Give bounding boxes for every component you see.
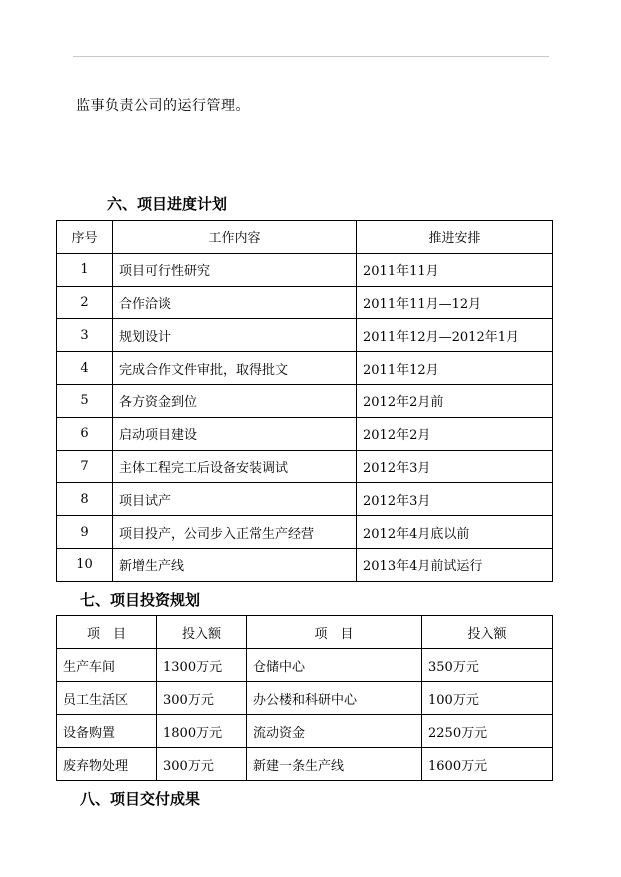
schedule-seq: 6 bbox=[57, 417, 113, 450]
invest-item: 生产车间 bbox=[57, 649, 157, 682]
invest-amount: 1800万元 bbox=[157, 715, 247, 748]
section-6-title: 六、项目进度计划 bbox=[107, 195, 228, 213]
schedule-plan: 2012年3月 bbox=[357, 483, 553, 516]
schedule-seq: 5 bbox=[57, 384, 113, 417]
invest-amount: 350万元 bbox=[422, 649, 553, 682]
invest-amount: 300万元 bbox=[157, 748, 247, 781]
invest-header-amount: 投入额 bbox=[422, 616, 553, 649]
section-8-title: 八、项目交付成果 bbox=[80, 790, 201, 808]
invest-header-amount: 投入额 bbox=[157, 616, 247, 649]
schedule-row bbox=[57, 483, 553, 516]
section-7-title: 七、项目投资规划 bbox=[80, 591, 201, 609]
invest-item: 仓储中心 bbox=[247, 649, 422, 682]
schedule-plan: 2012年2月前 bbox=[357, 384, 553, 417]
invest-header-item: 项 目 bbox=[57, 616, 157, 649]
schedule-row bbox=[57, 253, 553, 286]
schedule-plan: 2011年11月—12月 bbox=[357, 286, 553, 319]
header-rule bbox=[73, 56, 549, 57]
schedule-row bbox=[57, 384, 553, 417]
invest-amount: 2250万元 bbox=[422, 715, 553, 748]
invest-item: 设备购置 bbox=[57, 715, 157, 748]
schedule-header-row bbox=[57, 221, 553, 254]
schedule-seq: 2 bbox=[57, 286, 113, 319]
schedule-seq: 4 bbox=[57, 352, 113, 385]
invest-amount: 100万元 bbox=[422, 682, 553, 715]
schedule-plan: 2011年12月—2012年1月 bbox=[357, 319, 553, 352]
investment-plan-table bbox=[56, 615, 553, 781]
schedule-seq: 9 bbox=[57, 516, 113, 549]
progress-schedule-table bbox=[56, 220, 553, 582]
schedule-plan: 2012年4月底以前 bbox=[357, 516, 553, 549]
schedule-task: 主体工程完工后设备安装调试 bbox=[113, 450, 357, 483]
invest-row bbox=[57, 748, 553, 781]
schedule-task: 完成合作文件审批，取得批文 bbox=[113, 352, 357, 385]
schedule-task: 项目投产，公司步入正常生产经营 bbox=[113, 516, 357, 549]
schedule-seq: 8 bbox=[57, 483, 113, 516]
schedule-row bbox=[57, 516, 553, 549]
intro-paragraph: 监事负责公司的运行管理。 bbox=[76, 98, 250, 114]
schedule-plan: 2011年11月 bbox=[357, 253, 553, 286]
schedule-task: 项目可行性研究 bbox=[113, 253, 357, 286]
schedule-seq: 1 bbox=[57, 253, 113, 286]
schedule-plan: 2012年2月 bbox=[357, 417, 553, 450]
schedule-row bbox=[57, 319, 553, 352]
invest-item: 流动资金 bbox=[247, 715, 422, 748]
invest-header-row bbox=[57, 616, 553, 649]
invest-row bbox=[57, 715, 553, 748]
schedule-seq: 7 bbox=[57, 450, 113, 483]
schedule-task: 项目试产 bbox=[113, 483, 357, 516]
schedule-task: 规划设计 bbox=[113, 319, 357, 352]
schedule-plan: 2011年12月 bbox=[357, 352, 553, 385]
invest-row bbox=[57, 649, 553, 682]
invest-item: 办公楼和科研中心 bbox=[247, 682, 422, 715]
schedule-header-seq: 序号 bbox=[57, 221, 113, 254]
schedule-task: 各方资金到位 bbox=[113, 384, 357, 417]
schedule-seq: 10 bbox=[57, 548, 113, 581]
schedule-row bbox=[57, 352, 553, 385]
schedule-task: 合作洽谈 bbox=[113, 286, 357, 319]
schedule-plan: 2012年3月 bbox=[357, 450, 553, 483]
invest-item: 新建一条生产线 bbox=[247, 748, 422, 781]
invest-amount: 1300万元 bbox=[157, 649, 247, 682]
schedule-row bbox=[57, 548, 553, 581]
schedule-row bbox=[57, 417, 553, 450]
invest-item: 员工生活区 bbox=[57, 682, 157, 715]
schedule-task: 启动项目建设 bbox=[113, 417, 357, 450]
schedule-row bbox=[57, 286, 553, 319]
schedule-plan: 2013年4月前试运行 bbox=[357, 548, 553, 581]
invest-amount: 300万元 bbox=[157, 682, 247, 715]
schedule-row bbox=[57, 450, 553, 483]
schedule-header-task: 工作内容 bbox=[113, 221, 357, 254]
invest-item: 废弃物处理 bbox=[57, 748, 157, 781]
invest-row bbox=[57, 682, 553, 715]
invest-amount: 1600万元 bbox=[422, 748, 553, 781]
schedule-header-plan: 推进安排 bbox=[357, 221, 553, 254]
schedule-seq: 3 bbox=[57, 319, 113, 352]
invest-header-item: 项 目 bbox=[247, 616, 422, 649]
schedule-task: 新增生产线 bbox=[113, 548, 357, 581]
